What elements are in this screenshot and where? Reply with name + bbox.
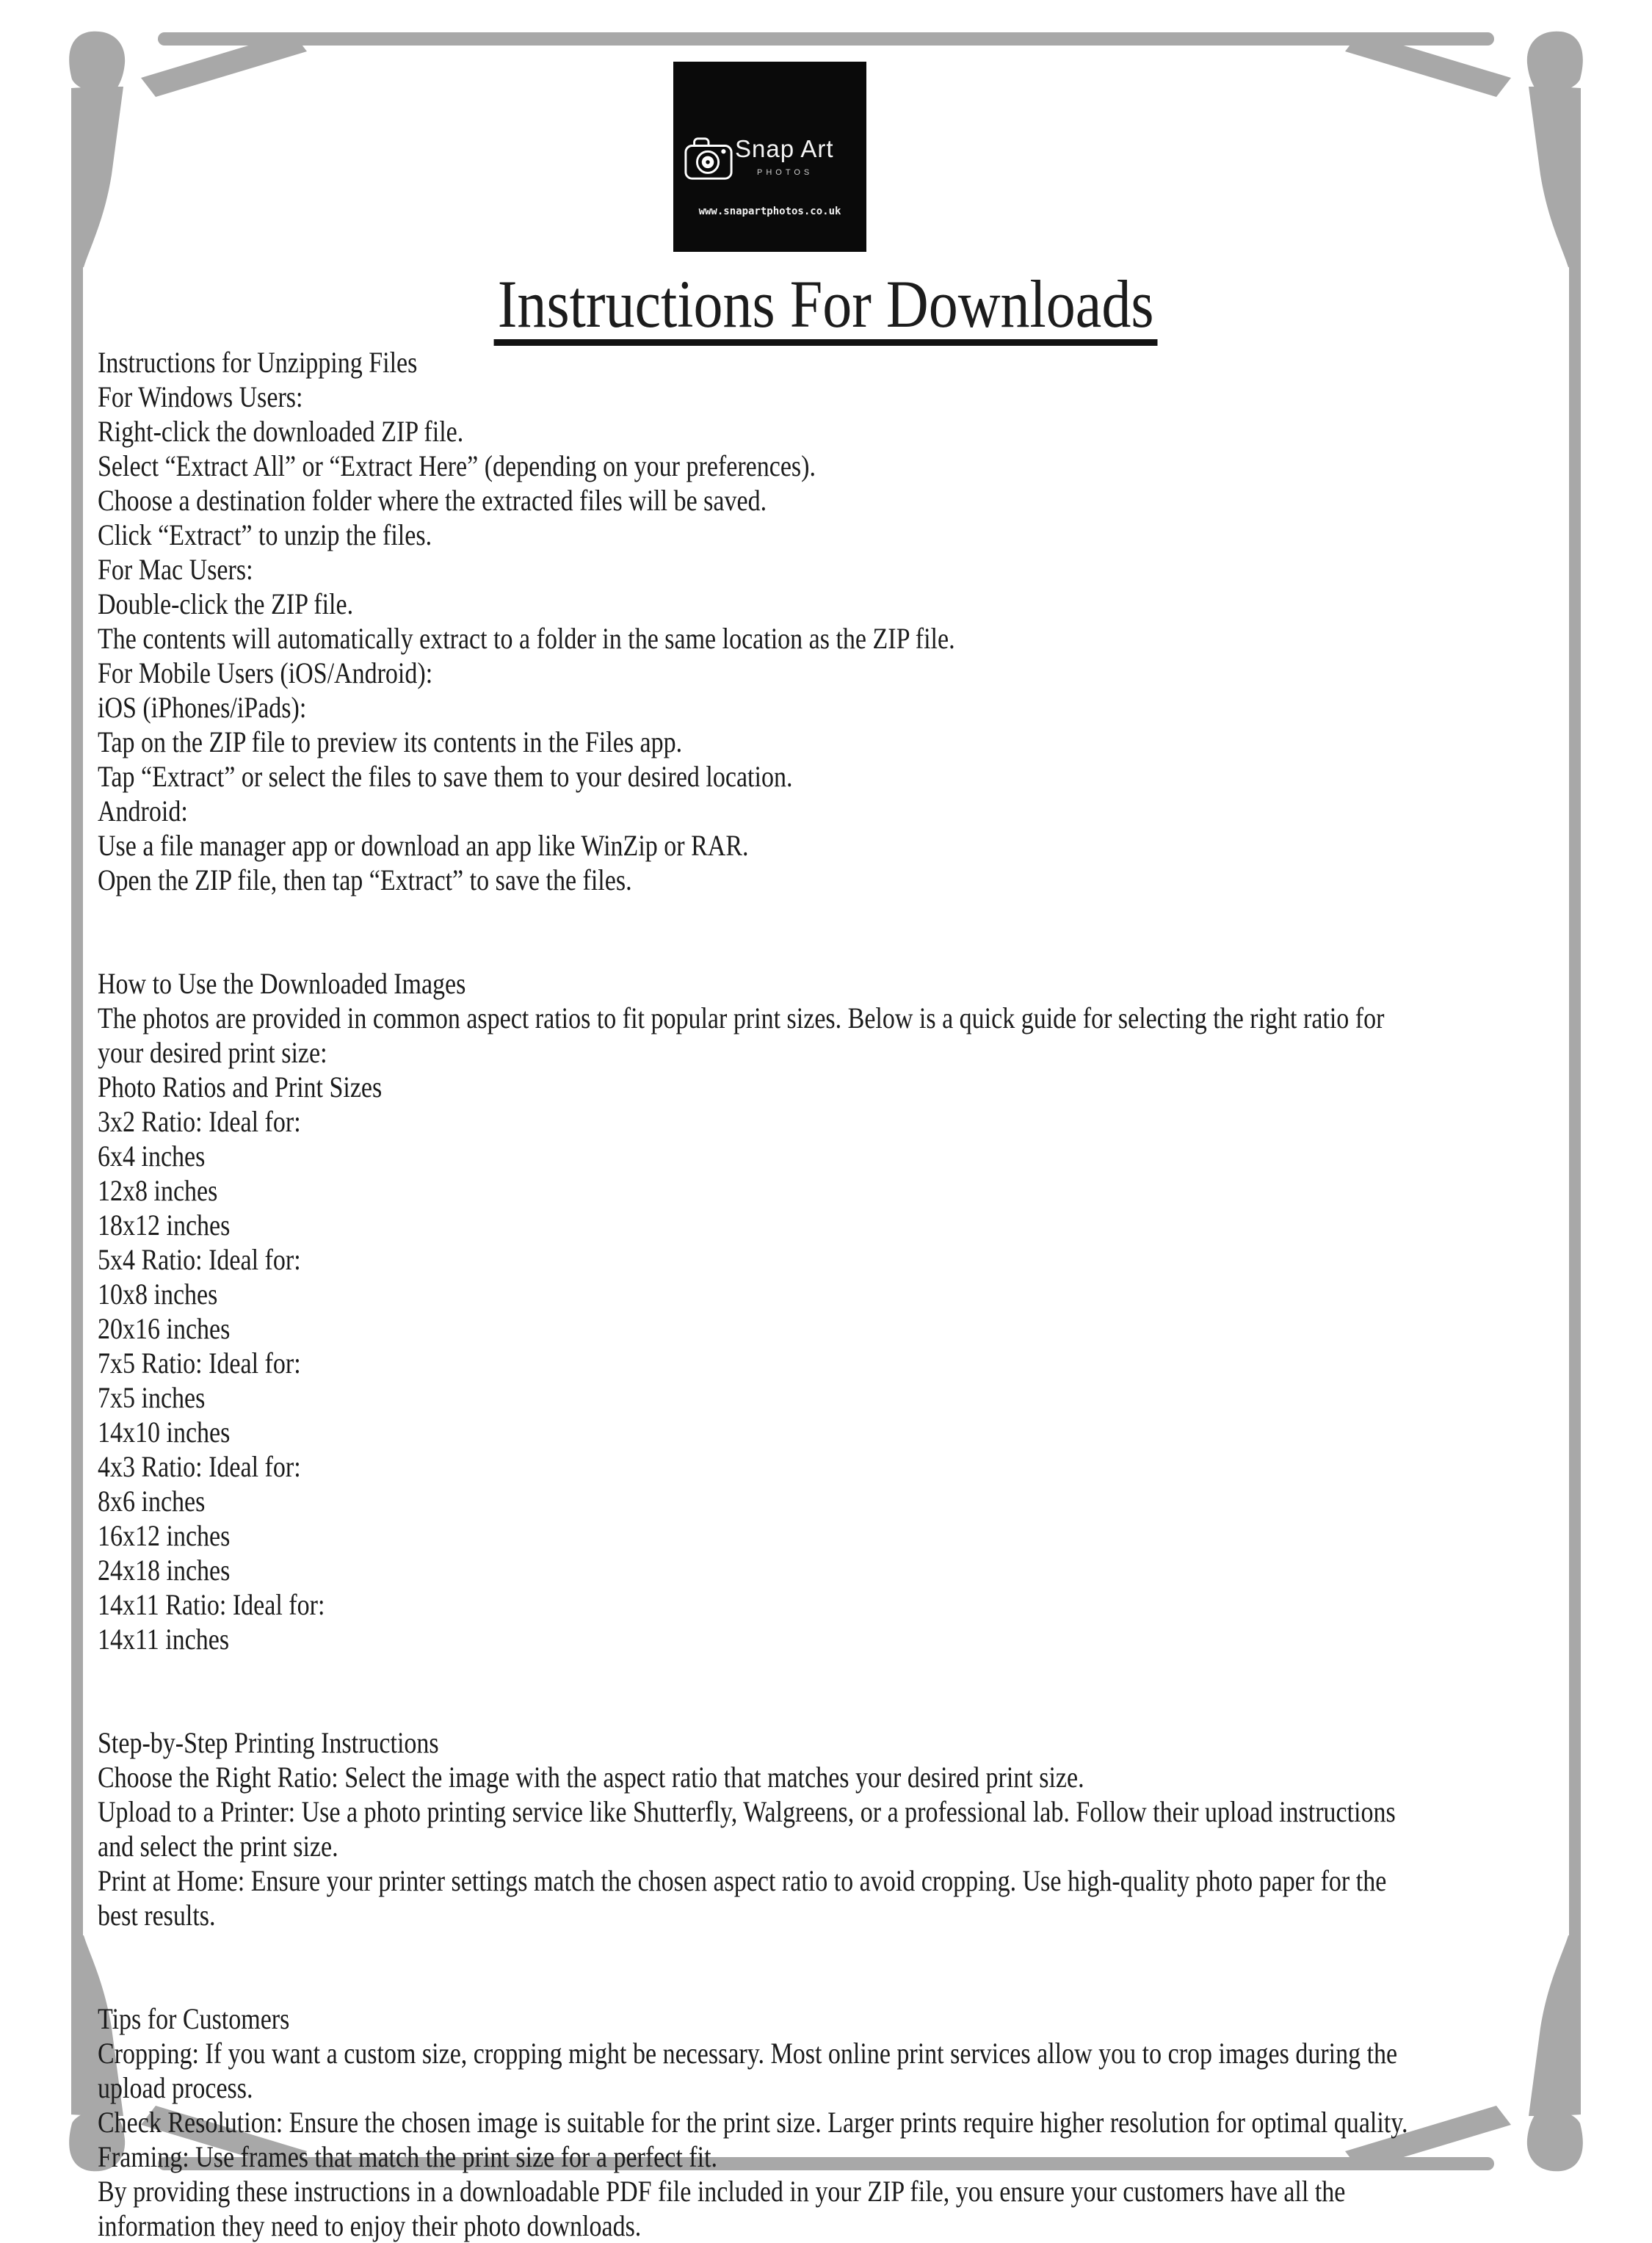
text-line: Open the ZIP file, then tap “Extract” to save the files. xyxy=(98,863,632,896)
text-line: upload process. xyxy=(98,2071,253,2104)
text-line: For Mac Users: xyxy=(98,553,253,586)
text-line: 6x4 inches xyxy=(98,1139,206,1173)
text-line: 5x4 Ratio: Ideal for: xyxy=(98,1243,301,1276)
text-line: 8x6 inches xyxy=(98,1485,206,1518)
blank-line xyxy=(98,932,1408,966)
text-line: Android: xyxy=(98,794,188,827)
text-line: 24x18 inches xyxy=(98,1554,231,1587)
text-line: Double-click the ZIP file. xyxy=(98,587,354,620)
text-line: 4x3 Ratio: Ideal for: xyxy=(98,1450,301,1483)
document-body xyxy=(98,345,1408,2243)
blank-line xyxy=(98,1691,1408,1725)
text-line: 14x10 inches xyxy=(98,1416,231,1449)
text-line: For Windows Users: xyxy=(98,380,303,413)
text-line: Choose a destination folder where the extracted files will be saved. xyxy=(98,484,767,517)
blank-line xyxy=(98,1932,1408,1967)
text-line: The photos are provided in common aspect ratios to fit popular print sizes. Below is a quick guide for selecting the right ratio for xyxy=(98,1001,1385,1034)
text-line: 7x5 inches xyxy=(98,1381,206,1414)
title-row xyxy=(0,269,1652,346)
text-line: The contents will automatically extract to a folder in the same location as the ZIP file. xyxy=(98,622,955,655)
logo-brand-text: Snap Art xyxy=(735,135,834,162)
text-line: By providing these instructions in a downloadable PDF file included in your ZIP file, you ensure your customers have all the xyxy=(98,2175,1346,2208)
text-line: 14x11 inches xyxy=(98,1623,230,1656)
text-line: your desired print size: xyxy=(98,1036,327,1069)
text-line: For Mobile Users (iOS/Android): xyxy=(98,656,433,689)
text-line: 12x8 inches xyxy=(98,1174,218,1207)
blank-line xyxy=(98,1656,1408,1691)
text-line: Tap “Extract” or select the files to save them to your desired location. xyxy=(98,760,793,793)
text-line: information they need to enjoy their photo downloads. xyxy=(98,2209,642,2242)
text-line: Photo Ratios and Print Sizes xyxy=(98,1070,383,1104)
text-line: 7x5 Ratio: Ideal for: xyxy=(98,1347,301,1380)
camera-icon xyxy=(684,134,733,183)
text-line: Click “Extract” to unzip the files. xyxy=(98,518,432,551)
text-line: 14x11 Ratio: Ideal for: xyxy=(98,1588,325,1621)
text-line: Select “Extract All” or “Extract Here” (depending on your preferences). xyxy=(98,449,816,482)
logo xyxy=(673,62,866,252)
page-title: Instructions For Downloads xyxy=(494,269,1158,346)
text-line: Choose the Right Ratio: Select the image with the aspect ratio that matches your desired print size. xyxy=(98,1761,1084,1794)
text-line: Tap on the ZIP file to preview its contents in the Files app. xyxy=(98,725,683,758)
text-line: Print at Home: Ensure your printer settings match the chosen aspect ratio to avoid cropping. Use high-quality photo paper for the xyxy=(98,1864,1387,1897)
blank-line xyxy=(98,1967,1408,2001)
logo-url: www.snapartphotos.co.uk xyxy=(698,206,841,217)
text-line: and select the print size. xyxy=(98,1830,338,1863)
text-line: Right-click the downloaded ZIP file. xyxy=(98,415,464,448)
text-line: Step-by-Step Printing Instructions xyxy=(98,1726,439,1759)
text-line: 20x16 inches xyxy=(98,1312,231,1345)
text-line: 18x12 inches xyxy=(98,1209,231,1242)
text-line: iOS (iPhones/iPads): xyxy=(98,691,307,724)
text-line: Instructions for Unzipping Files xyxy=(98,346,418,379)
text-line: 10x8 inches xyxy=(98,1278,218,1311)
text-line: 3x2 Ratio: Ideal for: xyxy=(98,1105,301,1138)
text-line: Cropping: If you want a custom size, cropping might be necessary. Most online print services allow you to crop images during the xyxy=(98,2037,1398,2070)
text-line: 16x12 inches xyxy=(98,1519,231,1552)
text-line: Tips for Customers xyxy=(98,2002,290,2035)
text-line: best results. xyxy=(98,1899,216,1932)
text-line: Upload to a Printer: Use a photo printing service like Shutterfly, Walgreens, or a professional lab. Follow their upload instructions xyxy=(98,1795,1396,1828)
blank-line xyxy=(98,897,1408,932)
text-line: Check Resolution: Ensure the chosen image is suitable for the print size. Larger prints require higher resolution for optimal quality. xyxy=(98,2106,1408,2139)
text-line: Use a file manager app or download an app like WinZip or RAR. xyxy=(98,829,749,862)
logo-subtitle: PHOTOS xyxy=(757,168,814,177)
text-line: Framing: Use frames that match the print size for a perfect fit. xyxy=(98,2140,718,2173)
text-line: How to Use the Downloaded Images xyxy=(98,967,466,1000)
